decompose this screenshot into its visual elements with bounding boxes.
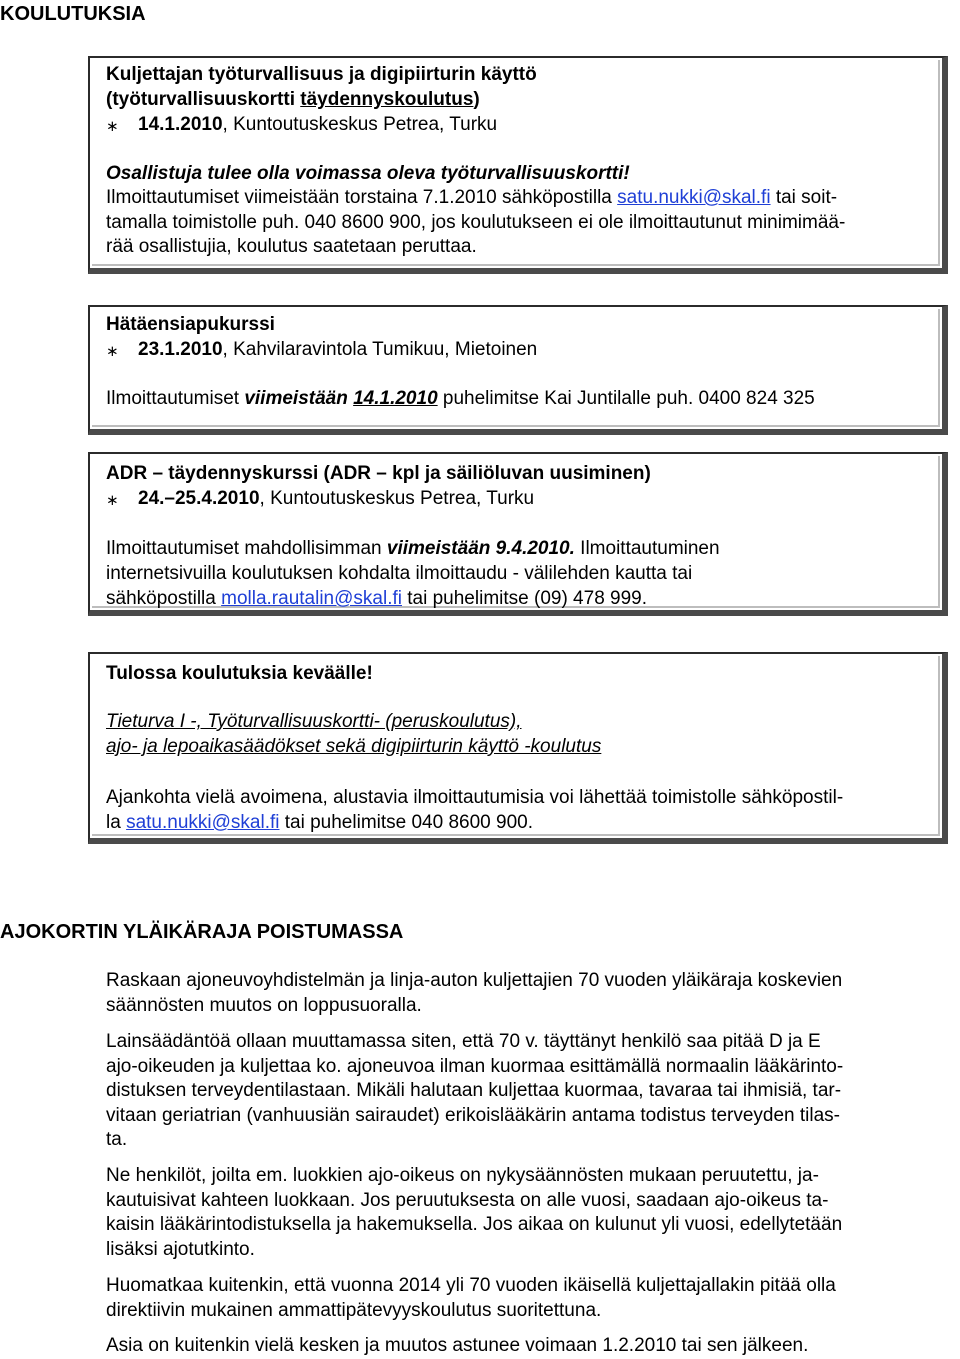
course-title: ADR – täydennyskurssi (ADR – kpl ja säiliöluvan uusiminen) xyxy=(106,463,651,484)
requirement-note: Osallistuja tulee olla voimassa oleva työturvallisuuskortti! xyxy=(106,163,630,184)
bullet-icon: ∗ xyxy=(106,343,119,360)
course-date-line: 14.1.2010, Kuntoutuskeskus Petrea, Turku xyxy=(138,114,498,135)
paragraph-4: Huomatkaa kuitenkin, että vuonna 2014 yli 70 vuoden ikäisellä kuljettajallakin pitää olla direktiivin mukainen ammattipätevyyskoulutus suoritettuna. xyxy=(106,1275,836,1321)
registration-line: Ilmoittautumiset viimeistään torstaina 7.1.2010 sähköpostilla satu.nukki@skal.fi tai soit- xyxy=(106,187,838,208)
bullet-icon: ∗ xyxy=(106,118,119,135)
course-date-line: 24.–25.4.2010, Kuntoutuskeskus Petrea, Turku xyxy=(138,488,535,509)
upcoming-info-line-1: Ajankohta vielä avoimena, alustavia ilmoittautumisia voi lähettää toimistolle sähköpostil- xyxy=(106,787,844,808)
paragraph-1: Raskaan ajoneuvoyhdistelmän ja linja-auton kuljettajien 70 vuoden yläikäraja koskevien säännösten muutos on loppusuoralla. xyxy=(106,970,843,1016)
upcoming-course-1: Tieturva I -, Työturvallisuuskortti- (peruskoulutus), xyxy=(106,711,522,732)
registration-line: Ilmoittautumiset mahdollisimman viimeistään 9.4.2010. Ilmoittautuminen xyxy=(106,538,720,559)
paragraph-3: Ne henkilöt, joilta em. luokkien ajo-oikeus on nykysäännösten mukaan peruutettu, ja- kautuisivat kahteen luokkaan. Jos peruutuksesta on alle vuosi, saadaan ajo-oikeus ta- kaisin lääkärintodistuksella ja hakemuksella. Jos aikaa on kulunut yli vuosi, edellytetään lisäksi ajotutkinto. xyxy=(106,1165,843,1260)
course-title-line1: Kuljettajan työturvallisuus ja digipiirturin käyttö xyxy=(106,64,537,85)
registration-line-3: rää osallistujia, koulutus saatetaan peruttaa. xyxy=(106,236,477,257)
registration-line-3: sähköpostilla molla.rautalin@skal.fi tai puhelimitse (09) 478 999. xyxy=(106,588,648,609)
registration-line-2: tamalla toimistolle puh. 040 8600 900, jos koulutukseen ei ole ilmoittautunut minimimää- xyxy=(106,212,846,233)
upcoming-course-2: ajo- ja lepoaikasäädökset sekä digipiirturin käyttö -koulutus xyxy=(106,736,602,757)
email-link[interactable]: satu.nukki@skal.fi xyxy=(617,187,771,208)
paragraph-2: Lainsäädäntöä ollaan muuttamassa siten, että 70 v. täyttänyt henkilö saa pitää D ja E ajo-oikeuden ja kuljettaa ko. ajoneuvoa ilman kuormaa esittämällä normaalin lääkärinto- distuksen terveydentilastaan. Mikäli halutaan kuljettaa kuormaa, tavaraa tai ihmisiä, tar- vitaan geriatrian (vanhuusiän sairaudet) erikoislääkärin antama todistus terveyden tilas- ta. xyxy=(106,1031,844,1150)
email-link[interactable]: satu.nukki@skal.fi xyxy=(126,812,280,833)
upcoming-info-line-2: la satu.nukki@skal.fi tai puhelimitse 040 8600 900. xyxy=(106,812,533,833)
course-title: Hätäensiapukurssi xyxy=(106,314,275,335)
bullet-icon: ∗ xyxy=(106,492,119,509)
course-title-line2: (työturvallisuuskortti täydennyskoulutus) xyxy=(106,89,480,110)
registration-line-2: internetsivuilla koulutuksen kohdalta ilmoittaudu - välilehden kautta tai xyxy=(106,563,693,584)
page-title: KOULUTUKSIA xyxy=(0,3,146,25)
section-title: AJOKORTIN YLÄIKÄRAJA POISTUMASSA xyxy=(0,921,404,943)
upcoming-title: Tulossa koulutuksia keväälle! xyxy=(106,663,373,684)
email-link[interactable]: molla.rautalin@skal.fi xyxy=(221,588,402,609)
course-date-line: 23.1.2010, Kahvilaravintola Tumikuu, Mietoinen xyxy=(138,339,538,360)
paragraph-5: Asia on kuitenkin vielä kesken ja muutos astunee voimaan 1.2.2010 tai sen jälkeen. xyxy=(106,1335,809,1356)
registration-line: Ilmoittautumiset viimeistään 14.1.2010 puhelimitse Kai Juntilalle puh. 0400 824 325 xyxy=(106,388,815,409)
